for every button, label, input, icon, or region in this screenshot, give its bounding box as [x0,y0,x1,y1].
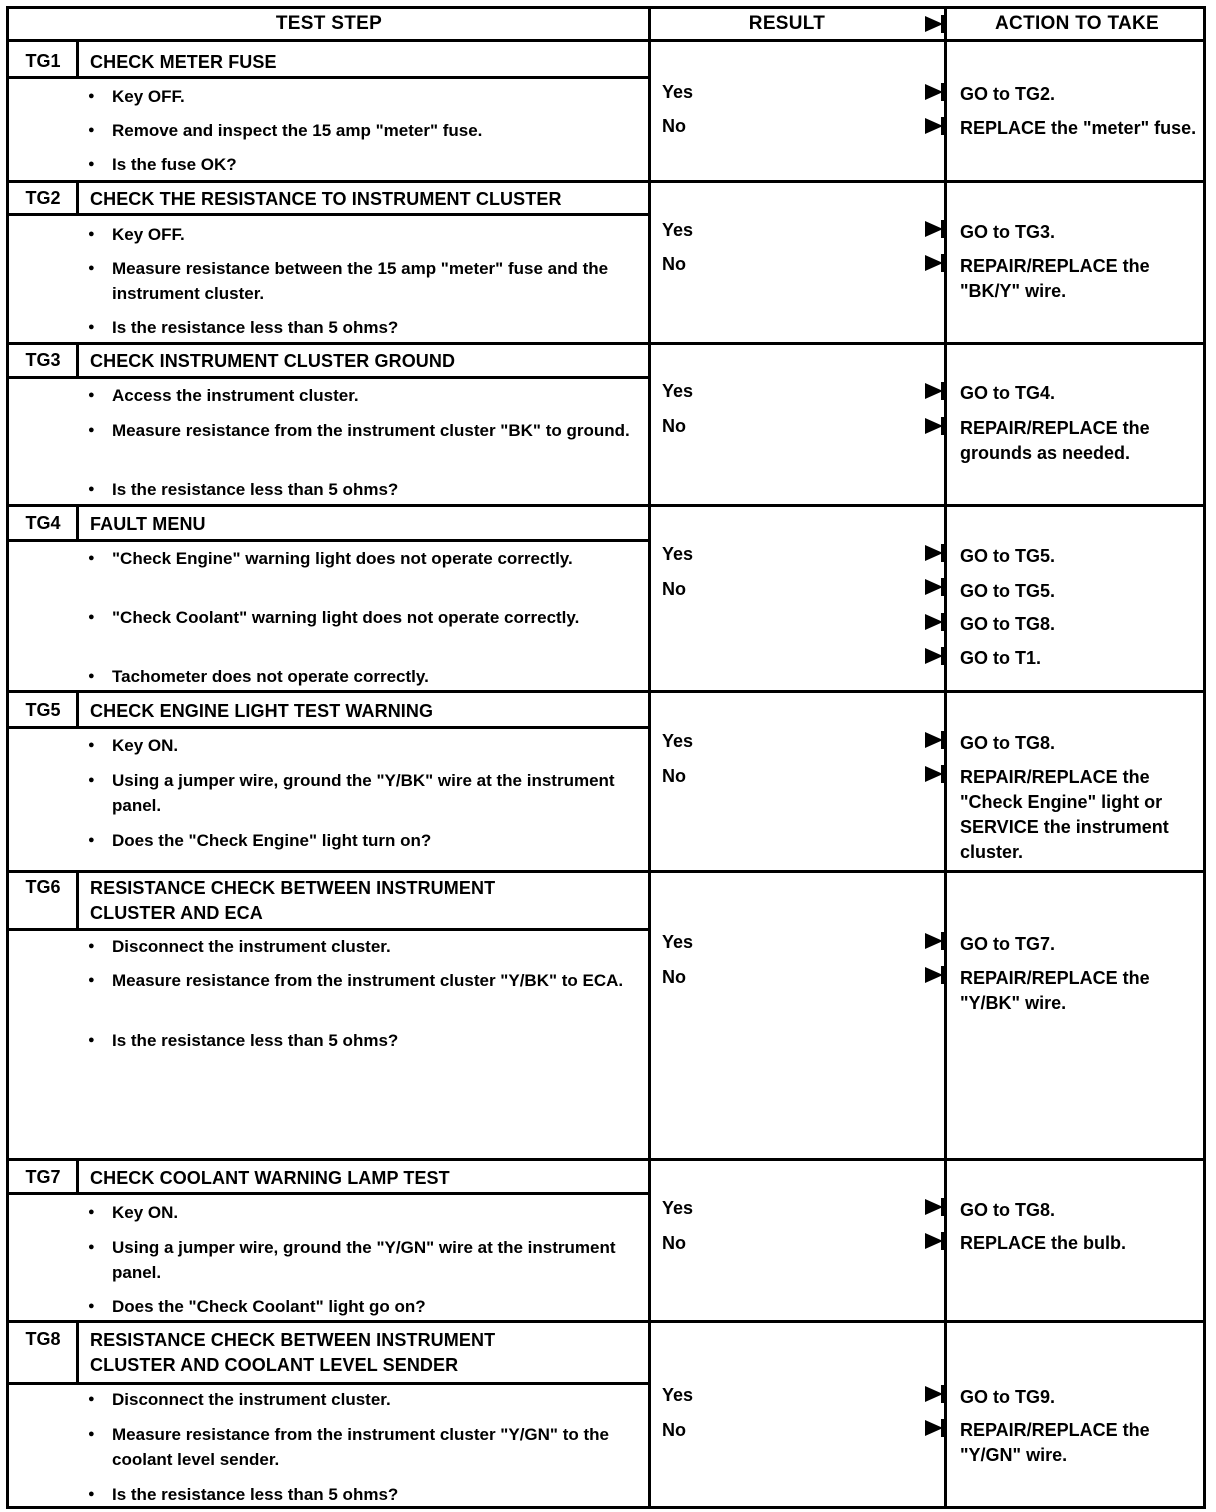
column-divider [944,342,947,504]
step-instruction: ● Does the "Check Coolant" light go on? [88,1294,640,1319]
header-result: RESULT [748,13,826,34]
step-title: CHECK METER FUSE [90,52,277,72]
action-text: REPAIR/REPLACE the "BK/Y" wire. [960,256,1150,301]
result-yes: Yes [662,544,694,564]
step-instruction: ● Is the resistance less than 5 ohms? [88,477,640,502]
action-text: GO to TG8. [960,733,1056,753]
step-title: RESISTANCE CHECK BETWEEN INSTRUMENT [90,878,496,898]
result-yes: Yes [662,1198,694,1218]
action-text: GO to TG5. [960,581,1056,601]
result-yes: Yes [662,82,694,102]
action-text: GO to TG2. [960,84,1056,104]
action-text: REPLACE the "meter" fuse. [960,118,1197,138]
result-no: No [662,1233,686,1253]
right-triangle-arrow-icon [924,220,944,238]
step-id: TG4 [25,513,61,533]
action-text: GO to TG7. [960,934,1056,954]
step-title: CLUSTER AND COOLANT LEVEL SENDER [90,1355,459,1375]
right-triangle-arrow-icon [924,647,944,665]
result-yes: Yes [662,381,694,401]
step-title-underline [6,213,651,216]
step-title-underline [6,726,651,729]
step-instruction: ● Is the resistance less than 5 ohms? [88,1028,640,1053]
step-id: TG3 [25,350,61,370]
action-text: GO to T1. [960,648,1041,668]
column-divider [944,690,947,870]
step-instruction: ● "Check Coolant" warning light does not operate correctly. [88,605,640,630]
step-title: CHECK COOLANT WARNING LAMP TEST [90,1168,450,1188]
result-no: No [662,967,686,987]
right-triangle-arrow-icon [924,15,944,33]
right-triangle-arrow-icon [924,544,944,562]
step-instruction: ● Using a jumper wire, ground the "Y/BK" wire at the instrument panel. [88,768,640,818]
right-triangle-arrow-icon [924,1419,944,1437]
column-divider [648,870,651,1158]
action-text: REPAIR/REPLACE the "Check Engine" light or SERVICE the instrument cluster. [960,767,1169,862]
step-instruction: ● Tachometer does not operate correctly. [88,664,640,689]
result-no: No [662,254,686,274]
step-title-underline [6,1192,651,1195]
action-text: REPAIR/REPLACE the grounds as needed. [960,418,1150,463]
step-instruction: ● Key OFF. [88,84,640,109]
action-text: GO to TG4. [960,383,1056,403]
result-no: No [662,1420,686,1440]
header-action: ACTION TO TAKE [995,13,1159,34]
step-title-underline [6,539,651,542]
step-title: CHECK ENGINE LIGHT TEST WARNING [90,701,434,721]
header-divider [944,6,947,42]
action-text: GO to TG8. [960,614,1056,634]
result-yes: Yes [662,220,694,240]
step-title-underline [6,76,651,79]
action-text: REPAIR/REPLACE the "Y/BK" wire. [960,968,1150,1013]
right-triangle-arrow-icon [924,1232,944,1250]
column-divider [944,870,947,1158]
column-divider [648,1320,651,1506]
step-instruction: ● Access the instrument cluster. [88,383,640,408]
step-title-underline [6,1382,651,1385]
step-id: TG6 [25,877,61,897]
step-title: CHECK THE RESISTANCE TO INSTRUMENT CLUSTER [90,189,562,209]
header-test-step: TEST STEP [275,13,383,34]
step-instruction: ● Measure resistance from the instrument cluster "Y/GN" to the coolant level sender. [88,1422,640,1472]
column-divider [648,42,651,180]
action-text: GO to TG9. [960,1387,1056,1407]
right-triangle-arrow-icon [924,117,944,135]
step-title-underline [6,376,651,379]
column-divider [944,1158,947,1320]
step-instruction: ● Disconnect the instrument cluster. [88,934,640,959]
step-id: TG2 [25,188,61,208]
column-divider [944,42,947,180]
column-divider [648,690,651,870]
step-instruction: ● Disconnect the instrument cluster. [88,1387,640,1412]
result-no: No [662,579,686,599]
right-triangle-arrow-icon [924,731,944,749]
right-triangle-arrow-icon [924,83,944,101]
step-id: TG1 [25,51,61,71]
step-instruction: ● Is the fuse OK? [88,152,640,177]
step-title: CHECK INSTRUMENT CLUSTER GROUND [90,351,456,371]
result-no: No [662,766,686,786]
action-text: REPLACE the bulb. [960,1233,1126,1253]
step-instruction: ● Measure resistance from the instrument cluster "Y/BK" to ECA. [88,968,640,993]
step-title: RESISTANCE CHECK BETWEEN INSTRUMENT [90,1330,496,1350]
result-yes: Yes [662,932,694,952]
column-divider [648,342,651,504]
column-divider [648,180,651,342]
step-instruction: ● "Check Engine" warning light does not operate correctly. [88,546,640,571]
step-id: TG8 [25,1329,61,1349]
step-instruction: ● Does the "Check Engine" light turn on? [88,828,640,853]
result-yes: Yes [662,731,694,751]
action-text: GO to TG5. [960,546,1056,566]
right-triangle-arrow-icon [924,578,944,596]
step-instruction: ● Key ON. [88,1200,640,1225]
column-divider [944,1320,947,1506]
step-instruction: ● Remove and inspect the 15 amp "meter" fuse. [88,118,640,143]
step-instruction: ● Using a jumper wire, ground the "Y/GN" wire at the instrument panel. [88,1235,640,1285]
right-triangle-arrow-icon [924,382,944,400]
right-triangle-arrow-icon [924,765,944,783]
action-text: GO to TG3. [960,222,1056,242]
right-triangle-arrow-icon [924,613,944,631]
action-text: GO to TG8. [960,1200,1056,1220]
step-title-underline [6,928,651,931]
right-triangle-arrow-icon [924,932,944,950]
column-divider [944,180,947,342]
column-divider [648,504,651,690]
step-title: FAULT MENU [90,514,206,534]
header-divider [648,6,651,42]
step-id: TG7 [25,1167,61,1187]
result-no: No [662,416,686,436]
right-triangle-arrow-icon [924,1385,944,1403]
step-instruction: ● Key OFF. [88,222,640,247]
step-instruction: ● Measure resistance from the instrument cluster "BK" to ground. [88,418,640,443]
step-instruction: ● Is the resistance less than 5 ohms? [88,1482,640,1507]
step-instruction: ● Is the resistance less than 5 ohms? [88,315,640,340]
right-triangle-arrow-icon [924,1198,944,1216]
column-divider [648,1158,651,1320]
right-triangle-arrow-icon [924,966,944,984]
result-yes: Yes [662,1385,694,1405]
result-no: No [662,116,686,136]
right-triangle-arrow-icon [924,417,944,435]
step-instruction: ● Measure resistance between the 15 amp "meter" fuse and the instrument cluster. [88,256,640,306]
action-text: REPAIR/REPLACE the "Y/GN" wire. [960,1420,1150,1465]
step-id: TG5 [25,700,61,720]
right-triangle-arrow-icon [924,254,944,272]
step-title: CLUSTER AND ECA [90,903,263,923]
step-instruction: ● Key ON. [88,733,640,758]
column-divider [944,504,947,690]
